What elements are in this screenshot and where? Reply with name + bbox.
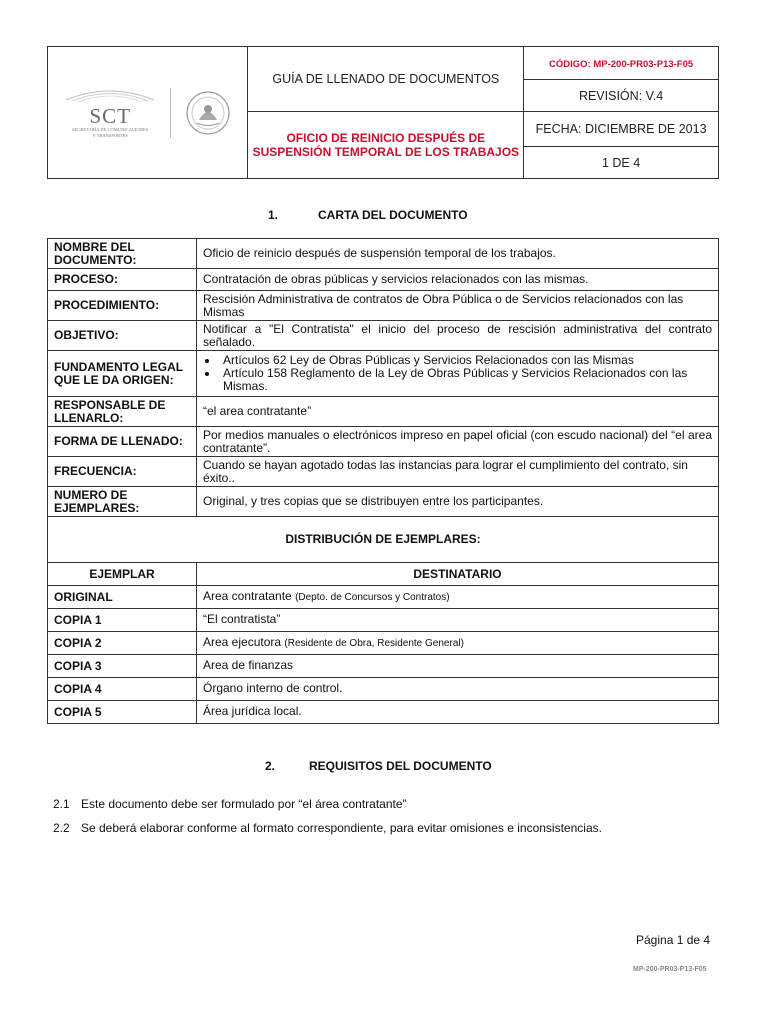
guide-title: GUÍA DE LLENADO DE DOCUMENTOS <box>272 72 500 86</box>
code-revision-cell <box>524 47 719 112</box>
codigo: CÓDIGO: MP-200-PR03-P13-F05 <box>549 59 694 70</box>
table-row <box>48 239 719 269</box>
national-seal-icon <box>185 90 231 136</box>
document-header <box>47 46 719 179</box>
table-row <box>48 397 719 427</box>
fundamento-value <box>197 351 719 397</box>
fundamento-list <box>203 354 712 393</box>
sct-logo-text: SCT <box>89 104 131 128</box>
table-row <box>48 586 719 609</box>
date-page-cell <box>524 112 719 179</box>
requisito-text: Se deberá elaborar conforme al formato correspondiente, para evitar omisiones e inconsistencias. <box>81 821 602 835</box>
requisito-text: Este documento debe ser formulado por “el área contratante” <box>81 797 407 811</box>
destinatario-cell <box>197 678 719 701</box>
requisito-item <box>53 821 602 835</box>
section-2-title: REQUISITOS DEL DOCUMENTO <box>309 759 492 773</box>
table-row <box>48 563 719 586</box>
proceso-value: Contratación de obras públicas y servicios relacionados con las mismas. <box>197 269 719 291</box>
carta-table <box>47 238 719 724</box>
destinatario-cell <box>197 609 719 632</box>
destinatario-text: Órgano interno de control. <box>203 681 343 695</box>
section-2-heading <box>265 759 492 773</box>
nombre-value: Oficio de reinicio después de suspensión temporal de los trabajos. <box>197 239 719 269</box>
table-row <box>48 351 719 397</box>
logo-cell <box>48 47 248 179</box>
proceso-label: PROCESO: <box>48 269 197 291</box>
requisito-number: 2.2 <box>53 821 70 835</box>
pagina-cell <box>524 147 718 179</box>
ejemplar-cell: ORIGINAL <box>48 586 197 609</box>
section-1-heading <box>268 208 468 222</box>
responsable-label: RESPONSABLE DE LLENARLO: <box>48 397 197 427</box>
numero-label: NUMERO DE EJEMPLARES: <box>48 487 197 517</box>
ejemplar-cell: COPIA 5 <box>48 701 197 724</box>
page-number: Página 1 de 4 <box>636 933 711 947</box>
doc-title-cell <box>248 112 524 179</box>
frecuencia-value: Cuando se hayan agotado todas las instancias para lograr el cumplimiento del contrato, sin éxito.. <box>197 457 719 487</box>
distribucion-title: DISTRIBUCIÓN DE EJEMPLARES: <box>48 517 719 563</box>
requisito-number: 2.1 <box>53 797 70 811</box>
section-1-title: CARTA DEL DOCUMENTO <box>318 208 468 222</box>
sct-stripes-icon <box>64 86 156 102</box>
table-row <box>48 291 719 321</box>
objetivo-value: Notificar a "El Contratista" el inicio del proceso de rescisión administrativa del contrato señalado. <box>197 321 719 351</box>
table-row <box>48 701 719 724</box>
footer-code: MP-200-PR03-P13-F05 <box>633 966 707 973</box>
list-item: • Artículo 158 Reglamento de la Ley de Obras Públicas y Servicios Relacionados con las Mismas. <box>219 367 712 393</box>
logo-divider <box>170 88 171 138</box>
doc-title: OFICIO DE REINICIO DESPUÉS DE SUSPENSIÓN TEMPORAL DE LOS TRABAJOS <box>252 131 520 159</box>
list-item: • Artículos 62 Ley de Obras Públicas y Servicios Relacionados con las Mismas <box>219 354 712 367</box>
numero-value: Original, y tres copias que se distribuyen entre los participantes. <box>197 487 719 517</box>
ejemplar-cell: COPIA 2 <box>48 632 197 655</box>
sct-logo-subtitle-2: Y TRANSPORTES <box>92 133 128 138</box>
table-row <box>48 517 719 563</box>
fecha: FECHA: DICIEMBRE DE 2013 <box>535 122 707 136</box>
ejemplar-cell: COPIA 3 <box>48 655 197 678</box>
nombre-label: NOMBRE DEL DOCUMENTO: <box>48 239 197 269</box>
frecuencia-label: FRECUENCIA: <box>48 457 197 487</box>
table-row <box>48 632 719 655</box>
col-ejemplar-header: EJEMPLAR <box>48 563 197 586</box>
sct-logo <box>64 86 156 139</box>
codigo-cell <box>524 47 718 80</box>
revision-cell <box>524 80 718 112</box>
destinatario-cell <box>197 701 719 724</box>
destinatario-text: “El contratista” <box>203 612 281 626</box>
table-row <box>48 457 719 487</box>
objetivo-label: OBJETIVO: <box>48 321 197 351</box>
revision: REVISIÓN: V.4 <box>578 88 664 103</box>
table-row <box>48 487 719 517</box>
table-row <box>48 655 719 678</box>
procedimiento-label: PROCEDIMIENTO: <box>48 291 197 321</box>
table-row <box>48 609 719 632</box>
fundamento-label: FUNDAMENTO LEGAL QUE LE DA ORIGEN: <box>48 351 197 397</box>
destinatario-cell <box>197 655 719 678</box>
table-row <box>48 269 719 291</box>
table-row <box>48 678 719 701</box>
destinatario-note: (Residente de Obra, Residente General) <box>284 638 464 649</box>
requisito-item <box>53 797 407 811</box>
destinatario-text: Area ejecutora <box>203 635 285 649</box>
pagina: 1 DE 4 <box>601 155 641 170</box>
destinatario-cell <box>197 586 719 609</box>
forma-label: FORMA DE LLENADO: <box>48 427 197 457</box>
ejemplar-cell: COPIA 1 <box>48 609 197 632</box>
section-1-number: 1. <box>268 208 279 222</box>
fecha-cell <box>524 112 718 147</box>
forma-value: Por medios manuales o electrónicos impreso en papel oficial (con escudo nacional) del “el area contratante”. <box>197 427 719 457</box>
col-destinatario-header: DESTINATARIO <box>197 563 719 586</box>
guide-cell <box>248 47 524 112</box>
responsable-value: “el area contratante” <box>197 397 719 427</box>
destinatario-text: Area contratante <box>203 589 296 603</box>
table-row <box>48 427 719 457</box>
table-row <box>48 321 719 351</box>
ejemplar-cell: COPIA 4 <box>48 678 197 701</box>
destinatario-cell <box>197 632 719 655</box>
destinatario-text: Area de finanzas <box>203 658 294 672</box>
sct-logo-subtitle-1: SECRETARÍA DE COMUNICACIONES <box>72 127 149 132</box>
section-2-number: 2. <box>265 759 276 773</box>
destinatario-text: Área jurídica local. <box>203 704 302 718</box>
procedimiento-value: Rescisión Administrativa de contratos de Obra Pública o de Servicios relacionados con las Mismas <box>197 291 719 321</box>
destinatario-note: (Depto. de Concursos y Contratos) <box>295 592 450 603</box>
